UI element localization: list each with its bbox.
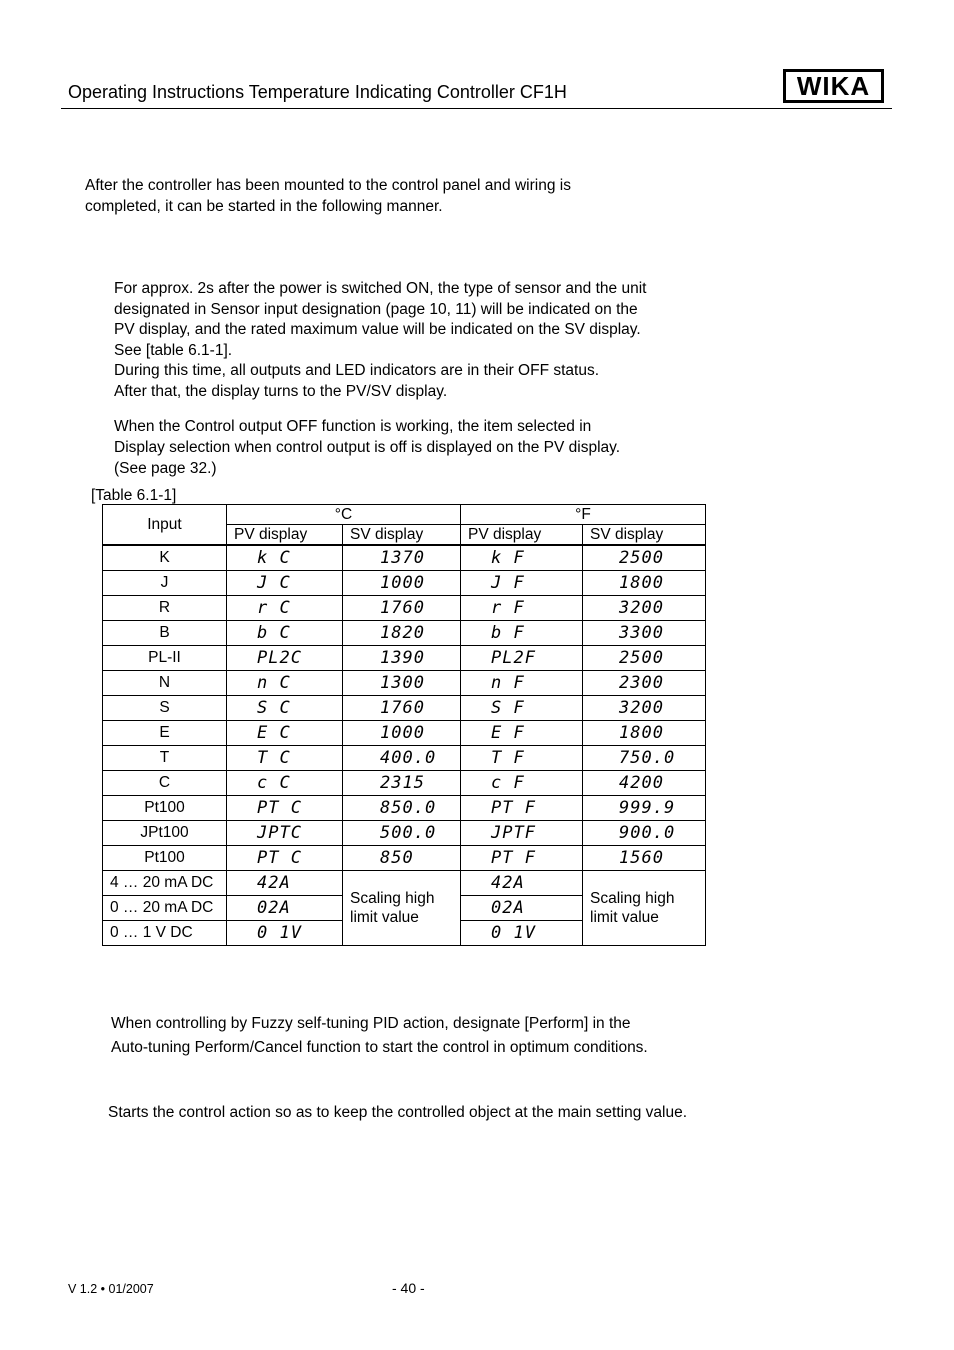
table-row: JPt100 JPTC 500.0 JPTF 900.0 — [103, 821, 706, 846]
header-divider — [61, 108, 892, 109]
fuzzy-paragraph: When controlling by Fuzzy self-tuning PID action, designate [Perform] in the Auto-tuning Perform/Cancel function to start the control in optimum conditions. — [111, 1015, 648, 1056]
table-row: N n C 1300 n F 2300 — [103, 671, 706, 696]
wika-logo: WIKA — [783, 69, 884, 103]
starts-paragraph: Starts the control action so as to keep the controlled object at the main setting value. — [108, 1104, 688, 1121]
table-row: T T C 400.0 T F 750.0 — [103, 746, 706, 771]
footer-version: V 1.2 • 01/2007 — [68, 1282, 154, 1296]
table-row: 4 … 20 mA DC 42A Scaling high limit value 42A Scaling high limit value — [103, 871, 706, 896]
header-fahrenheit: °F — [461, 505, 706, 525]
header-f-pv: PV display — [461, 525, 583, 546]
intro-paragraph: After the controller has been mounted to the control panel and wiring is completed, it can be started in the following manner. — [85, 177, 571, 215]
table-caption: [Table 6.1-1] — [91, 487, 177, 504]
header-c-pv: PV display — [227, 525, 343, 546]
table-row: B b C 1820 b F 3300 — [103, 621, 706, 646]
table-row: S S C 1760 S F 3200 — [103, 696, 706, 721]
table-row: 0 … 20 mA DC 02A 02A — [103, 896, 706, 921]
table-row: K k C 1370 k F 2500 — [103, 545, 706, 571]
header-celsius: °C — [227, 505, 461, 525]
header-input: Input — [103, 505, 227, 546]
table-row: J J C 1000 J F 1800 — [103, 571, 706, 596]
table-row: R r C 1760 r F 3200 — [103, 596, 706, 621]
table-row: E E C 1000 E F 1800 — [103, 721, 706, 746]
table-row: 0 … 1 V DC 0 1V 0 1V — [103, 921, 706, 946]
power-on-paragraph: For approx. 2s after the power is switched ON, the type of sensor and the unit designated in Sensor input designation (page 10, 11) will be indicated on the PV display, and the rated maximum value will be indicated on the SV display. See [table 6.1-1]. During this time, all outputs and LED indicators are in their OFF status. After that, the display turns to the PV/SV display. — [114, 280, 647, 400]
table-row: Pt100 PT C 850 PT F 1560 — [103, 846, 706, 871]
header-f-sv: SV display — [583, 525, 706, 546]
header-c-sv: SV display — [343, 525, 461, 546]
scaling-note-fahrenheit: Scaling high limit value — [583, 871, 706, 946]
footer-page-number: - 40 - — [392, 1280, 425, 1296]
table-row: C c C 2315 c F 4200 — [103, 771, 706, 796]
page-header-title: Operating Instructions Temperature Indicating Controller CF1H — [68, 82, 567, 102]
sensor-display-table — [102, 504, 706, 946]
control-off-paragraph: When the Control output OFF function is working, the item selected in Display selection when control output is off is displayed on the PV display. (See page 32.) — [114, 418, 621, 477]
table-row: Pt100 PT C 850.0 PT F 999.9 — [103, 796, 706, 821]
table-row: PL-II PL2C 1390 PL2F 2500 — [103, 646, 706, 671]
scaling-note-celsius: Scaling high limit value — [343, 871, 461, 946]
